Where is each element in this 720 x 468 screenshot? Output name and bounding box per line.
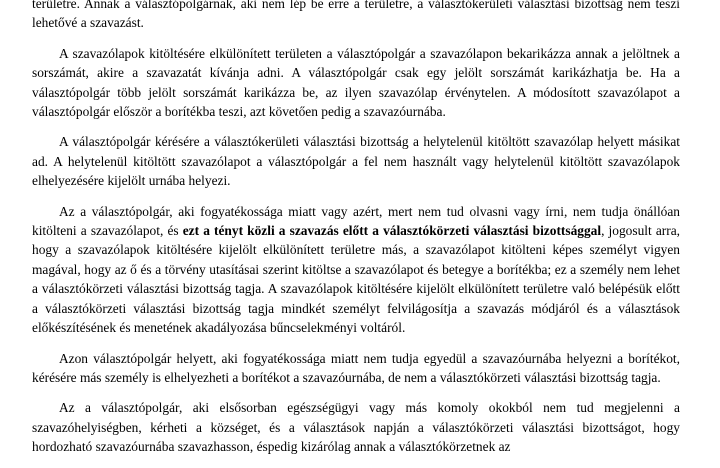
paragraph-3-text-end: , jogosult arra, hogy a szavazólapok kitöltésére kijelölt elkülönített területre más, a szavazólapot kitölteni képes személyt vigyen magával, hogy az ő és a törvény utasításai szerint kitöltse a szavazólapot és betegye a borítékba; ez a személy nem lehet a választókörzeti választási bizottság tagja. A szavazólapok kitöltésére kijelölt elkülönített területre való belépésük előtt a választókörzeti választási bizottság tagja mindkét személyt felvilágosítja a szavazás módjáról és a választások előkészítésének és menetének akadályozása bűncselekményi voltáról. bbox=[32, 223, 680, 336]
paragraph-1: A szavazólapok kitöltésére elkülönített területen a választópolgár a szavazólapon bekarikázza annak a jelöltnek a sorszámát, akire a szavazatát kívánja adni. A választópolgár csak egy jelölt sorszámát karikázhatja be. Ha a választópolgár több jelölt sorszámát karikázza be, az ilyen szavazólap érvénytelen. A módosított szavazólapot a választópolgár először a borítékba teszi, azt követően pedig a szavazóurnába. bbox=[32, 45, 680, 120]
paragraph-4: Azon választópolgár helyett, aki fogyatékossága miatt nem tudja egyedül a szavazóurnába helyezni a borítékot, kérésére más személy is elhelyezheti a borítékot a szavazóurnába, de nem a választókörzeti választási bizottság tagja. bbox=[32, 350, 680, 385]
document-body bbox=[32, 0, 680, 468]
paragraph-5: Az a választópolgár, aki elsősorban egészségügyi vagy más komoly okokból nem tud megjelenni a szavazóhelyiségben, kérheti a községet, és a választások napján a választókörzeti választási bizottságot, hogy hordozható szavazóurnába szavazhasson, éspedig kizárólag annak a választókörzetnek az bbox=[32, 400, 680, 455]
paragraph-3 bbox=[32, 202, 680, 338]
paragraph-2: A választópolgár kérésére a választókerületi választási bizottság a helytelenül kitöltött szavazólap helyett másikat ad. A helytelenül kitöltött szavazólapot a választópolgár a fel nem használt vagy helytelenül kitöltött szavazólapok elhelyezésére kijelölt urnába helyezi. bbox=[32, 134, 680, 189]
paragraph-3-bold-text: ezt a tényt közli a szavazás előtt a választókörzeti választási bizottsággal bbox=[182, 223, 602, 239]
paragraph-3-text-start: Az a választópolgár, aki fogyatékossága miatt vagy azért, mert nem tud olvasni vagy írni, nem tudja önállóan kitölteni a szavazólapot, és bbox=[32, 203, 680, 239]
paragraph-0: területre. Annak a választópolgárnak, aki nem lép be erre a területre, a választókerületi választási bizottság nem teszi lehetővé a szavazást. bbox=[32, 0, 680, 31]
